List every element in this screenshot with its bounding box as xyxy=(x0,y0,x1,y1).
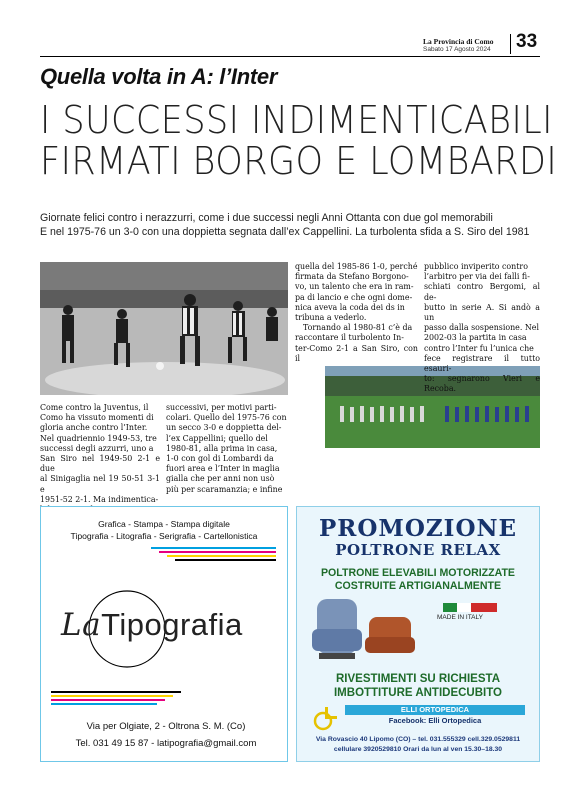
ad-la-tipografia[interactable] xyxy=(40,506,288,762)
text-line: San Siro nel 1949-50 2-1 e due xyxy=(40,454,160,474)
page-number: 33 xyxy=(516,31,538,52)
ad-chairs-image xyxy=(297,591,540,673)
text-line: passo dalla sospensione. Nel xyxy=(424,323,539,333)
ad-title-poltrone: POLTRONE RELAX xyxy=(335,541,501,559)
headline-line-1: I SUCCESSI INDIMENTICABILI xyxy=(40,98,553,142)
ad-tipografia-logo xyxy=(61,607,243,643)
text-line: pubblico inviperito contro xyxy=(424,262,528,271)
text-line: più per scaramanzia; e infine xyxy=(166,484,283,494)
article-headline xyxy=(40,98,558,183)
publication-name: La Provincia di Como xyxy=(423,37,494,46)
text-line: to: segnarono Vieri e Recoba. xyxy=(424,374,540,394)
ad-tipografia-address: Via per Olgiate, 2 - Oltrona S. M. (Co) xyxy=(86,721,246,732)
text-line: tribuna a vederlo. xyxy=(295,313,367,323)
ad-line-imbottiture: IMBOTTITURE ANTIDECUBITO xyxy=(333,687,503,699)
text-line: fece registrare il tutto esauri- xyxy=(424,353,540,374)
ad-services-line-1: Grafica - Stampa - Stampa digitale xyxy=(98,519,230,529)
ad-made-in-italy: MADE IN ITALY xyxy=(437,614,483,621)
match-photo-bw xyxy=(40,262,288,395)
ad-line-rivestimenti: RIVESTIMENTI SU RICHIESTA xyxy=(336,673,500,685)
ad-title-promozione: PROMOZIONE xyxy=(318,515,518,542)
header-separator xyxy=(510,34,511,54)
article-column-2 xyxy=(166,403,288,495)
article-subhead xyxy=(40,211,560,239)
article-column-1 xyxy=(40,403,160,515)
wheelchair-icon xyxy=(311,703,341,731)
text-line: Come contro la Juventus, il xyxy=(40,403,149,412)
text-line: colari. Quello del 1975-76 con xyxy=(166,413,287,423)
text-line: fuori area e l’Inter in maglia xyxy=(166,464,280,474)
article-kicker: Quella volta in A: l’Inter xyxy=(40,64,278,89)
text-line: nica aveva la coda dei ds in xyxy=(295,302,405,312)
ad-facebook[interactable]: Facebook: Elli Ortopedica xyxy=(388,716,482,725)
ad-brand-name: ELLI ORTOPEDICA xyxy=(400,705,470,714)
text-line: Como ha vissuto momenti di xyxy=(40,413,154,423)
ad-line-elevabili: POLTRONE ELEVABILI MOTORIZZATE xyxy=(320,567,516,579)
article-column-3 xyxy=(295,262,418,364)
text-line: ter-Como 2-1 a San Siro, con il xyxy=(295,343,418,363)
header-rule xyxy=(40,56,540,57)
text-line: successi degli azzurri, uno a xyxy=(40,443,154,453)
text-line: quella del 1985-86 1-0, perché xyxy=(295,262,418,271)
ad-hours: cellulare 3920529810 Orari da lun al ven 15.30–18.30 xyxy=(333,746,503,753)
ad-services-line-2: Tipografia - Litografia - Serigrafia - Cartellonistica xyxy=(70,531,258,541)
logo-la: La xyxy=(61,607,102,643)
ad-line-artigianalmente: COSTRUITE ARTIGIANALMENTE xyxy=(334,580,502,592)
text-line: firmata da Stefano Borgono- xyxy=(295,272,409,282)
text-line: pa di lancio e che ogni dome- xyxy=(295,292,413,302)
ad-tipografia-contact: Tel. 031 49 15 87 - latipografia@gmail.com xyxy=(75,738,257,749)
text-line: Nel quadriennio 1949-53, tre xyxy=(40,433,157,443)
text-line: 1951-52 2-1. Ma indimentica- xyxy=(40,494,159,504)
text-line: successivi, per motivi parti- xyxy=(166,403,277,412)
text-line: 1980-81, alla prima in casa, xyxy=(166,443,278,453)
match-photo-bw-image xyxy=(40,262,288,395)
ad-address: Via Rovascio 40 Lipomo (CO) – tel. 031.555329 cell.329.0529811 xyxy=(315,736,521,743)
subhead-line-1: Giornate felici contro i nerazzurri, come i due successi negli Anni Ottanta con due gol memorabili xyxy=(40,212,493,224)
text-line: vo, un talento che era in ram- xyxy=(295,282,414,292)
text-line: al Sinigaglia nel 19 50-51 3-1 e xyxy=(40,474,160,494)
text-line: Tornando al 1980-81 c’è da xyxy=(303,323,413,333)
text-line: l’ex Cappellini; quello del xyxy=(166,433,268,443)
logo-tipografia: Tipografia xyxy=(101,607,243,642)
ad-brand-bar xyxy=(345,705,525,715)
subhead-line-2: E nel 1975-76 un 3-0 con una doppietta segnata dall’ex Cappellini. La turbolenta sfida a S. Siro del 1981 xyxy=(40,226,530,238)
text-line: gloria anche contro l’Inter. xyxy=(40,423,148,433)
text-line: schiati contro Bergomi, al de- xyxy=(424,282,540,302)
article-column-4 xyxy=(424,262,540,395)
text-line: raccontare il turbolento In- xyxy=(295,333,404,343)
text-line: un secco 3-0 e doppietta del- xyxy=(166,423,282,433)
issue-date: Sabato 17 Agosto 2024 xyxy=(423,46,491,53)
ad-poltrone-relax[interactable] xyxy=(296,506,540,762)
text-line: gialla che per anni non usò xyxy=(166,474,275,484)
text-line: l’arbitro per via dei falli fi- xyxy=(424,272,530,282)
text-line: 1-0 con gol di Lombardi da xyxy=(166,454,274,464)
headline-line-2: FIRMATI BORGO E LOMBARDI xyxy=(40,139,558,183)
text-line: butto in serie A. Si andò a un xyxy=(424,302,540,323)
text-line: 2002-03 la partita in casa xyxy=(424,333,527,343)
text-line: contro l’Inter fu l’unica che xyxy=(424,343,534,353)
